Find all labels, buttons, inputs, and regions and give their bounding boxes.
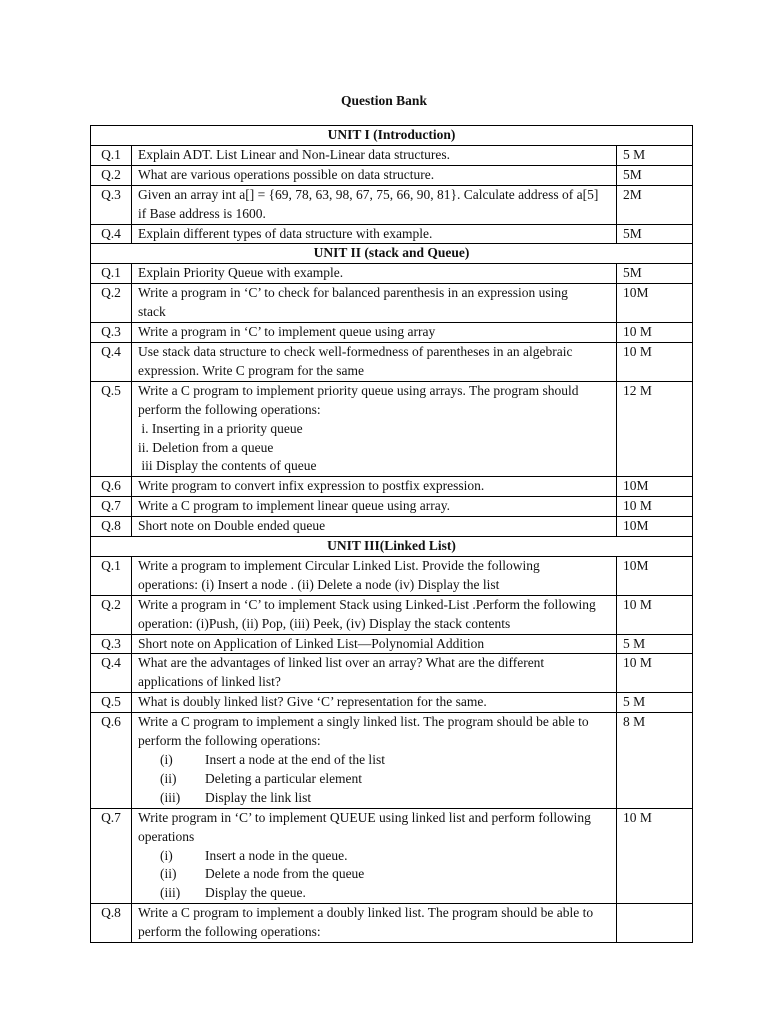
question-subitem bbox=[138, 789, 610, 808]
subitem-text: Display the link list bbox=[205, 789, 312, 805]
unit-title: UNIT II (stack and Queue) bbox=[91, 244, 693, 264]
question-row bbox=[91, 497, 693, 517]
question-number: Q.8 bbox=[91, 904, 132, 943]
question-row bbox=[91, 477, 693, 497]
unit-title: UNIT I (Introduction) bbox=[91, 126, 693, 146]
question-text-line: ii. Deletion from a queue bbox=[138, 439, 274, 455]
question-number: Q.3 bbox=[91, 323, 132, 343]
question-subitem bbox=[138, 847, 610, 866]
question-number: Q.8 bbox=[91, 517, 132, 537]
question-text bbox=[132, 342, 617, 381]
question-marks: 10 M bbox=[616, 808, 692, 904]
question-subitem bbox=[138, 884, 610, 903]
question-row bbox=[91, 323, 693, 343]
question-row bbox=[91, 145, 693, 165]
question-row bbox=[91, 713, 693, 809]
question-text-line: Write a program in ‘C’ to implement Stack using Linked-List .Perform the following bbox=[138, 596, 596, 612]
question-text-line: if Base address is 1600. bbox=[138, 205, 266, 221]
question-text-line: perform the following operations: bbox=[138, 924, 321, 940]
subitem-text: Insert a node in the queue. bbox=[205, 847, 348, 863]
question-text bbox=[132, 634, 617, 654]
question-marks: 10 M bbox=[616, 342, 692, 381]
subitem-text: Insert a node at the end of the list bbox=[205, 752, 385, 767]
question-row bbox=[91, 284, 693, 323]
question-text bbox=[132, 808, 617, 904]
question-row bbox=[91, 634, 693, 654]
subitem-numeral: (ii) bbox=[160, 866, 177, 882]
subitem-numeral: (ii) bbox=[160, 770, 177, 786]
question-text bbox=[132, 556, 617, 595]
question-text bbox=[132, 224, 617, 244]
question-text-line: Explain different types of data structure with example. bbox=[138, 225, 433, 241]
question-text bbox=[132, 165, 617, 185]
question-number: Q.6 bbox=[91, 713, 132, 809]
question-number: Q.2 bbox=[91, 284, 132, 323]
question-row bbox=[91, 381, 693, 477]
question-marks: 10 M bbox=[616, 323, 692, 343]
question-text-line: What are various operations possible on data structure. bbox=[138, 166, 435, 182]
subitem-numeral: (iii) bbox=[160, 885, 181, 901]
question-number: Q.3 bbox=[91, 634, 132, 654]
question-text bbox=[132, 323, 617, 343]
question-row bbox=[91, 654, 693, 693]
question-row bbox=[91, 693, 693, 713]
question-text-line: expression. Write C program for the same bbox=[138, 362, 365, 378]
subitem-numeral: (iii) bbox=[160, 789, 181, 805]
question-number: Q.5 bbox=[91, 381, 132, 477]
question-subitem bbox=[138, 770, 610, 789]
question-text-line: What are the advantages of linked list over an array? What are the different bbox=[138, 655, 545, 671]
question-text bbox=[132, 497, 617, 517]
unit-title: UNIT III(Linked List) bbox=[91, 537, 693, 557]
question-text-line: Write a C program to implement linear queue using array. bbox=[138, 498, 450, 514]
question-text-line: Short note on Application of Linked List—Polynomial Addition bbox=[138, 635, 485, 651]
subitem-text: Delete a node from the queue bbox=[205, 866, 365, 882]
question-row bbox=[91, 224, 693, 244]
question-text-line: operation: (i)Push, (ii) Pop, (iii) Peek, (iv) Display the stack contents bbox=[138, 615, 511, 631]
subitem-text: Deleting a particular element bbox=[205, 770, 363, 786]
question-marks: 8 M bbox=[616, 713, 692, 809]
question-text bbox=[132, 595, 617, 634]
question-row bbox=[91, 808, 693, 904]
question-marks: 5 M bbox=[616, 634, 692, 654]
question-text-line: Write a C program to implement a singly linked list. The program should be able to bbox=[138, 714, 589, 730]
question-row bbox=[91, 342, 693, 381]
question-text bbox=[132, 145, 617, 165]
question-text-line: Use stack data structure to check well-formedness of parentheses in an algebraic bbox=[138, 343, 573, 359]
question-marks: 5 M bbox=[616, 693, 692, 713]
question-number: Q.4 bbox=[91, 224, 132, 244]
question-text-line: Explain ADT. List Linear and Non-Linear data structures. bbox=[138, 146, 451, 162]
question-number: Q.1 bbox=[91, 145, 132, 165]
question-number: Q.2 bbox=[91, 595, 132, 634]
question-text bbox=[132, 713, 617, 809]
question-row bbox=[91, 185, 693, 224]
question-number: Q.1 bbox=[91, 556, 132, 595]
question-marks: 10M bbox=[616, 477, 692, 497]
question-row bbox=[91, 595, 693, 634]
subitem-numeral: (i) bbox=[160, 847, 173, 863]
question-number: Q.4 bbox=[91, 342, 132, 381]
question-text-line: Write program to convert infix expression to postfix expression. bbox=[138, 478, 485, 494]
question-text-line: Write a program in ‘C’ to implement queue using array bbox=[138, 324, 436, 340]
question-row bbox=[91, 264, 693, 284]
question-text-line: Write a C program to implement priority queue using arrays. The program should bbox=[138, 382, 579, 398]
question-text bbox=[132, 264, 617, 284]
question-number: Q.5 bbox=[91, 693, 132, 713]
question-table bbox=[90, 125, 693, 943]
question-text-line: Explain Priority Queue with example. bbox=[138, 265, 344, 281]
question-marks: 10 M bbox=[616, 654, 692, 693]
question-text-line: operations bbox=[138, 828, 195, 844]
question-row bbox=[91, 556, 693, 595]
question-number: Q.4 bbox=[91, 654, 132, 693]
unit-header-row bbox=[91, 537, 693, 557]
question-number: Q.6 bbox=[91, 477, 132, 497]
question-number: Q.2 bbox=[91, 165, 132, 185]
question-text-line: perform the following operations: bbox=[138, 733, 321, 749]
question-text-line: Write program in ‘C’ to implement QUEUE using linked list and perform following bbox=[138, 809, 591, 825]
question-text bbox=[132, 185, 617, 224]
unit-header-row bbox=[91, 244, 693, 264]
question-text-line: stack bbox=[138, 304, 166, 320]
question-text-line: i. Inserting in a priority queue bbox=[138, 420, 303, 436]
question-text-line: Write a C program to implement a doubly linked list. The program should be able to bbox=[138, 905, 594, 921]
question-text bbox=[132, 654, 617, 693]
unit-header-row bbox=[91, 126, 693, 146]
question-row bbox=[91, 517, 693, 537]
question-marks: 10M bbox=[616, 556, 692, 595]
question-marks: 5M bbox=[616, 224, 692, 244]
question-text bbox=[132, 381, 617, 477]
question-number: Q.7 bbox=[91, 808, 132, 904]
question-text bbox=[132, 693, 617, 713]
question-subitem bbox=[138, 865, 610, 884]
question-marks: 10 M bbox=[616, 497, 692, 517]
question-number: Q.7 bbox=[91, 497, 132, 517]
question-marks bbox=[616, 904, 692, 943]
subitem-numeral: (i) bbox=[160, 752, 173, 767]
question-text bbox=[132, 477, 617, 497]
subitem-text: Display the queue. bbox=[205, 885, 306, 901]
question-table-body bbox=[91, 126, 693, 943]
question-text bbox=[132, 284, 617, 323]
question-marks: 10M bbox=[616, 284, 692, 323]
question-number: Q.3 bbox=[91, 185, 132, 224]
question-text-line: Short note on Double ended queue bbox=[138, 518, 326, 534]
question-text-line: Write a program in ‘C’ to check for balanced parenthesis in an expression using bbox=[138, 285, 568, 301]
question-text-line: Given an array int a[] = {69, 78, 63, 98, 67, 75, 66, 90, 81}. Calculate address of a[5] bbox=[138, 186, 599, 202]
question-text bbox=[132, 517, 617, 537]
question-text-line: perform the following operations: bbox=[138, 401, 321, 417]
question-text-line: Write a program to implement Circular Linked List. Provide the following bbox=[138, 557, 540, 573]
question-text bbox=[132, 904, 617, 943]
question-subitem bbox=[138, 751, 610, 770]
question-marks: 5 M bbox=[616, 145, 692, 165]
question-row bbox=[91, 165, 693, 185]
document-title: Question Bank bbox=[341, 93, 427, 108]
question-number: Q.1 bbox=[91, 264, 132, 284]
question-row bbox=[91, 904, 693, 943]
question-text-line: iii Display the contents of queue bbox=[138, 458, 317, 474]
question-marks: 2M bbox=[616, 185, 692, 224]
question-marks: 5M bbox=[616, 165, 692, 185]
question-text-line: operations: (i) Insert a node . (ii) Delete a node (iv) Display the list bbox=[138, 576, 500, 592]
question-text-line: What is doubly linked list? Give ‘C’ representation for the same. bbox=[138, 694, 487, 710]
question-text-line: applications of linked list? bbox=[138, 674, 281, 690]
question-marks: 12 M bbox=[616, 381, 692, 477]
question-marks: 5M bbox=[616, 264, 692, 284]
question-marks: 10 M bbox=[616, 595, 692, 634]
question-marks: 10M bbox=[616, 517, 692, 537]
